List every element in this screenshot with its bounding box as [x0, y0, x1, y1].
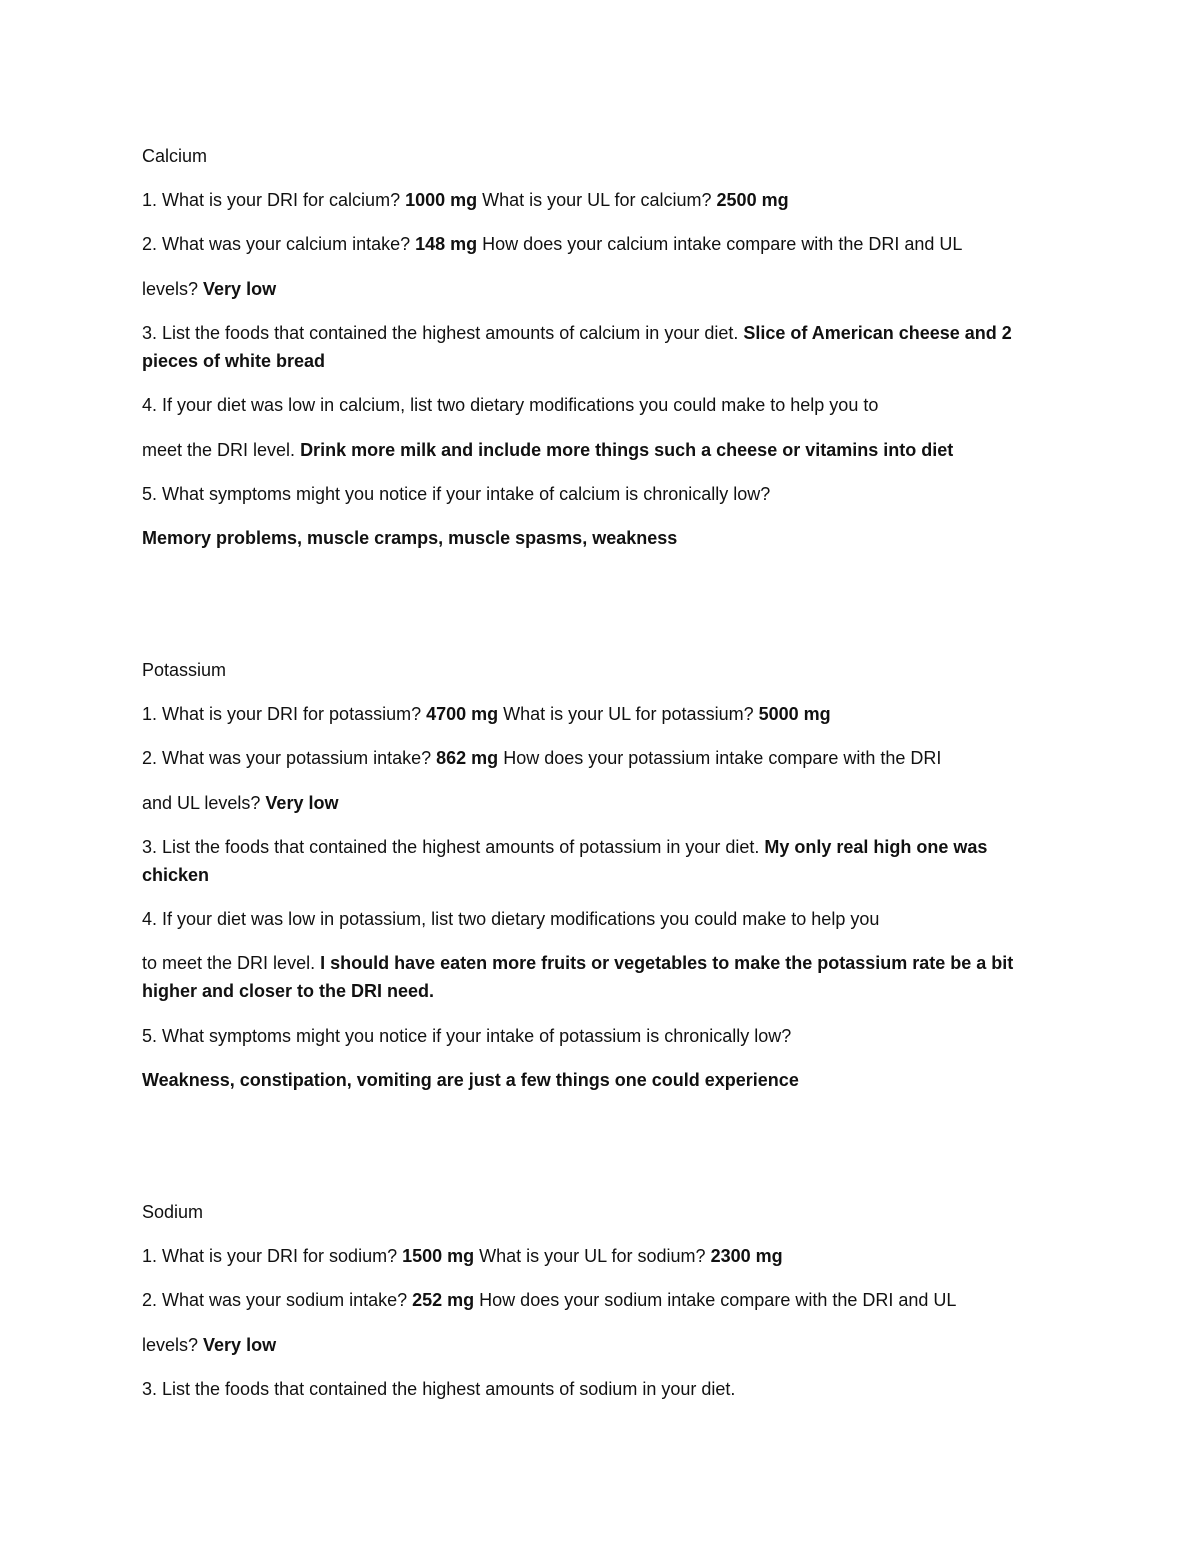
question-text: How does your potassium intake compare with the DRI: [498, 748, 942, 768]
sodium-q2-cont: [142, 1331, 1042, 1359]
dri-value: 4700 mg: [426, 704, 499, 724]
sodium-q3: 3. List the foods that contained the highest amounts of sodium in your diet.: [142, 1379, 736, 1399]
ul-value: 5000 mg: [758, 704, 831, 724]
section-title-sodium: Sodium: [142, 1202, 204, 1222]
potassium-q5: 5. What symptoms might you notice if your intake of potassium is chronically low?: [142, 1026, 792, 1046]
answer-text: Very low: [265, 793, 339, 813]
calcium-q4-cont: [142, 436, 1042, 464]
question-text: 1. What is your DRI for potassium?: [142, 704, 427, 724]
question-text: What is your UL for potassium?: [498, 704, 759, 724]
question-text: levels?: [142, 1335, 204, 1355]
potassium-q4: 4. If your diet was low in potassium, list two dietary modifications you could make to help you: [142, 909, 880, 929]
question-text: What is your UL for sodium?: [474, 1246, 711, 1266]
calcium-q1: [142, 186, 1042, 214]
answer-text: Very low: [203, 1335, 277, 1355]
question-text: What is your UL for calcium?: [477, 190, 717, 210]
answer-text: Slice of American cheese and 2 pieces of white bread: [142, 323, 1012, 371]
intake-value: 252 mg: [412, 1290, 475, 1310]
question-text: 1. What is your DRI for calcium?: [142, 190, 406, 210]
question-text: meet the DRI level.: [142, 440, 301, 460]
question-text: 2. What was your sodium intake?: [142, 1290, 413, 1310]
calcium-q3: [142, 319, 1042, 375]
answer-text: Drink more milk and include more things such a cheese or vitamins into diet: [300, 440, 954, 460]
intake-value: 148 mg: [415, 234, 478, 254]
question-text: How does your calcium intake compare with the DRI and UL: [477, 234, 963, 254]
question-text: and UL levels?: [142, 793, 266, 813]
potassium-q2-cont: [142, 789, 1042, 817]
question-text: 1. What is your DRI for sodium?: [142, 1246, 403, 1266]
potassium-q5-answer: Weakness, constipation, vomiting are just a few things one could experience: [142, 1070, 799, 1090]
question-text: 3. List the foods that contained the highest amounts of potassium in your diet.: [142, 837, 765, 857]
ul-value: 2300 mg: [710, 1246, 783, 1266]
ul-value: 2500 mg: [716, 190, 789, 210]
sodium-q2: [142, 1286, 1042, 1314]
sodium-q1: [142, 1242, 1042, 1270]
calcium-q4: 4. If your diet was low in calcium, list two dietary modifications you could make to help you to: [142, 395, 879, 415]
question-text: 2. What was your potassium intake?: [142, 748, 437, 768]
calcium-q2-cont: [142, 275, 1042, 303]
question-text: 3. List the foods that contained the highest amounts of calcium in your diet.: [142, 323, 744, 343]
dri-value: 1000 mg: [405, 190, 478, 210]
question-text: How does your sodium intake compare with the DRI and UL: [474, 1290, 957, 1310]
question-text: 2. What was your calcium intake?: [142, 234, 416, 254]
section-title-calcium: Calcium: [142, 146, 208, 166]
calcium-q2: [142, 230, 1042, 258]
answer-text: Very low: [203, 279, 277, 299]
question-text: to meet the DRI level.: [142, 953, 321, 973]
answer-text: I should have eaten more fruits or vegetables to make the potassium rate be a bit higher and closer to the DRI need.: [142, 953, 1014, 1001]
calcium-q5: 5. What symptoms might you notice if your intake of calcium is chronically low?: [142, 484, 771, 504]
potassium-q3: [142, 833, 1042, 889]
potassium-q4-cont: [142, 949, 1042, 1005]
intake-value: 862 mg: [436, 748, 499, 768]
potassium-q1: [142, 700, 1042, 728]
calcium-q5-answer: Memory problems, muscle cramps, muscle spasms, weakness: [142, 528, 678, 548]
section-title-potassium: Potassium: [142, 660, 227, 680]
dri-value: 1500 mg: [402, 1246, 475, 1266]
potassium-q2: [142, 744, 1042, 772]
question-text: levels?: [142, 279, 204, 299]
answer-text: My only real high one was chicken: [142, 837, 988, 885]
